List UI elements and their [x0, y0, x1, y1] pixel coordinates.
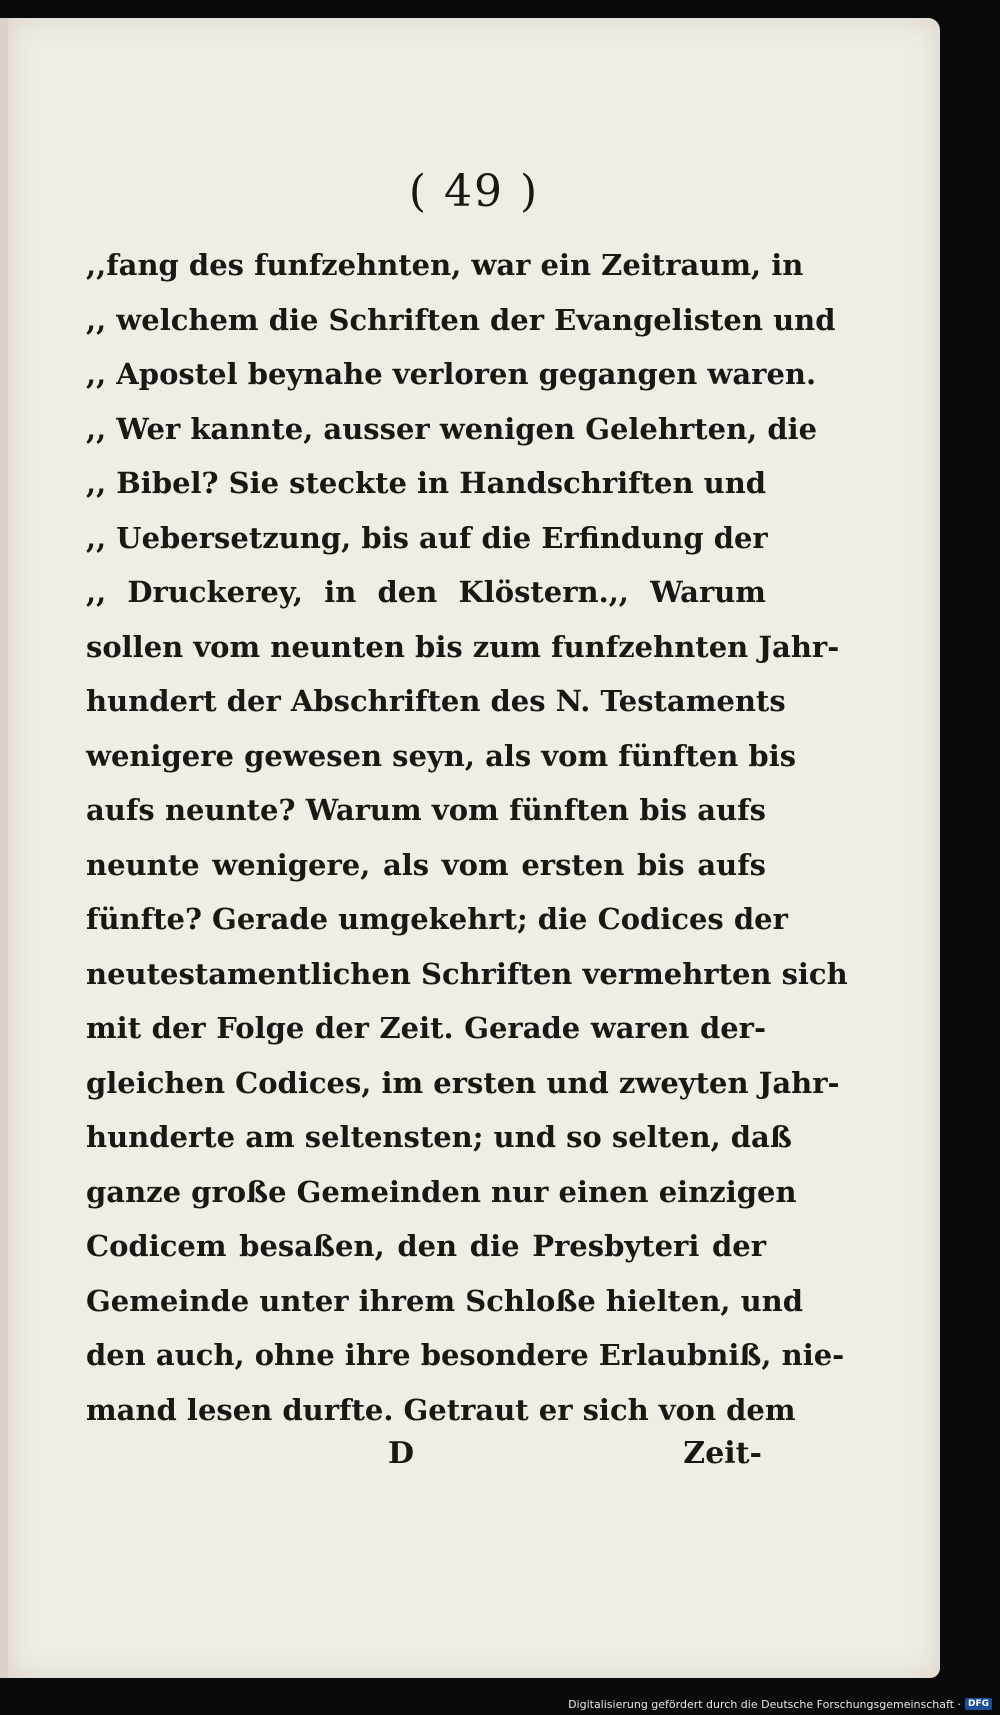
text-line: mand lesen durfte. Getraut er sich von dem	[86, 1392, 796, 1427]
text-line: ,, Uebersetzung, bis auf die Erfindung der	[86, 520, 768, 555]
text-line: neunte wenigere, als vom ersten bis aufs	[86, 847, 766, 882]
text-line: Gemeinde unter ihrem Schloße hielten, und	[86, 1283, 804, 1318]
body-text	[86, 238, 848, 1437]
text-line: sollen vom neunten bis zum funfzehnten Jahr-	[86, 629, 840, 664]
text-line: ,, Druckerey, in den Klöstern.,, Warum	[86, 575, 766, 609]
dfg-logo-icon: DFG	[965, 1698, 992, 1710]
text-line: den auch, ohne ihre besondere Erlaubniß, nie-	[86, 1338, 845, 1372]
catchword: Zeit-	[683, 1436, 762, 1471]
credit-text: Digitalisierung gefördert durch die Deutsche Forschungsgemeinschaft ·	[568, 1697, 961, 1711]
digitization-credit	[568, 1697, 992, 1711]
page-number: ( 49 )	[408, 166, 540, 217]
text-line: hunderte am seltensten; und so selten, daß	[86, 1120, 792, 1154]
text-line: ,,fang des funfzehnten, war ein Zeitraum, in	[86, 248, 804, 282]
text-line: mit der Folge der Zeit. Gerade waren der-	[86, 1011, 766, 1045]
text-line: gleichen Codices, im ersten und zweyten Jahr-	[86, 1065, 840, 1100]
text-line: wenigere gewesen seyn, als vom fünften bis	[86, 738, 797, 773]
text-line: neutestamentlichen Schriften vermehrten sich	[86, 956, 848, 991]
book-page	[8, 18, 940, 1678]
text-line: ,, Bibel? Sie steckte in Handschriften und	[86, 466, 767, 500]
text-line: ,, welchem die Schriften der Evangelisten und	[86, 302, 836, 337]
text-line: hundert der Abschriften des N. Testaments	[86, 684, 786, 718]
text-line: ,, Wer kannte, ausser wenigen Gelehrten, die	[86, 411, 818, 446]
signature-mark: D	[388, 1436, 415, 1471]
text-line: Codicem besaßen, den die Presbyteri der	[86, 1229, 766, 1263]
text-line: fünfte? Gerade umgekehrt; die Codices der	[86, 902, 788, 936]
text-line: aufs neunte? Warum vom fünften bis aufs	[86, 793, 766, 827]
text-line: ,, Apostel beynahe verloren gegangen waren.	[86, 357, 817, 391]
text-line: ganze große Gemeinden nur einen einzigen	[86, 1174, 797, 1209]
